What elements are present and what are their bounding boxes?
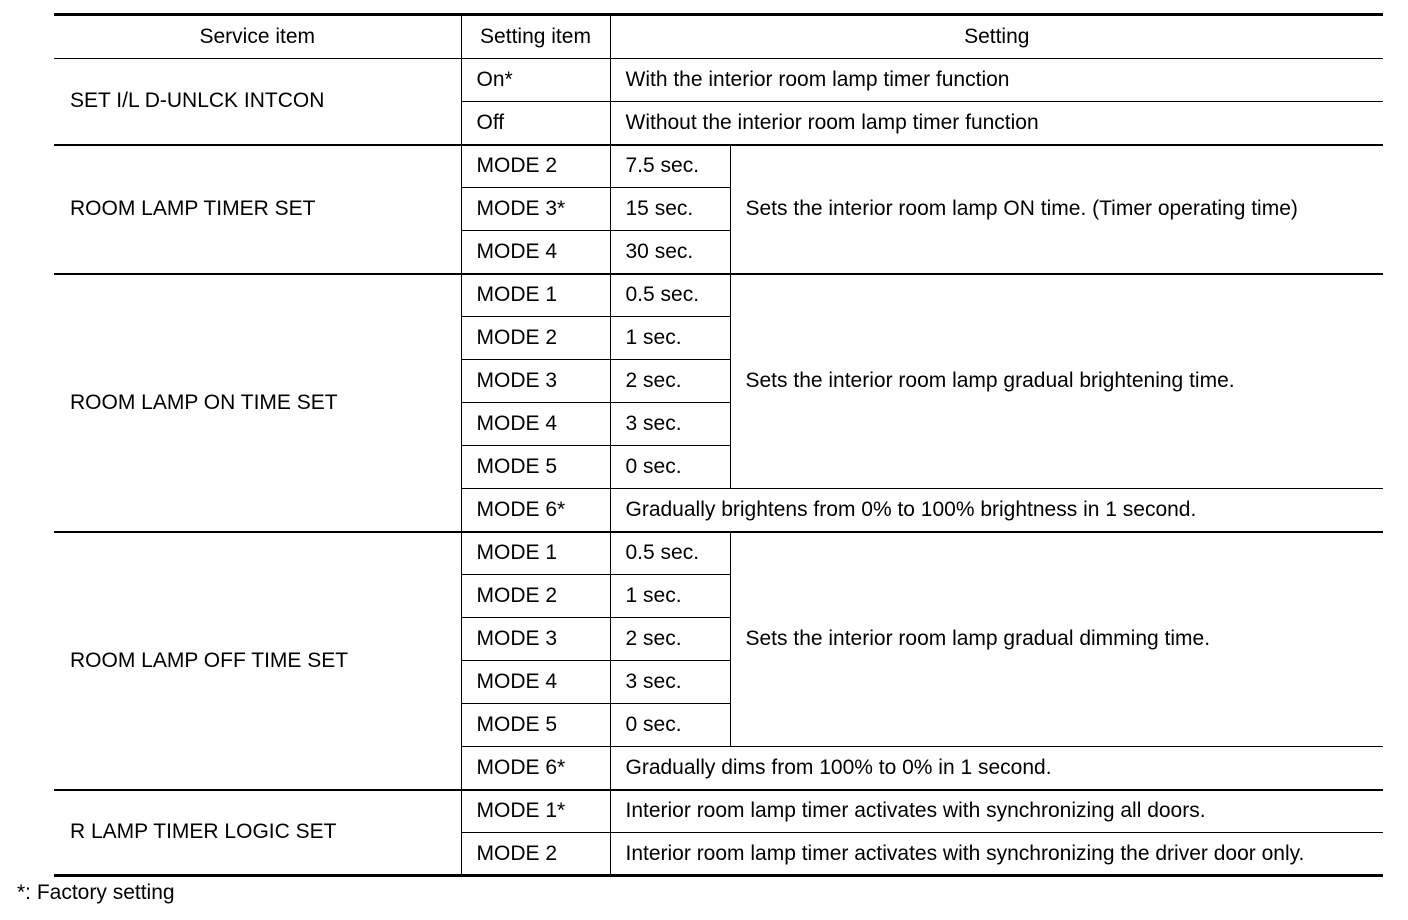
setting-value-cell: 1 sec. (610, 317, 730, 360)
setting-item-cell: MODE 5 (461, 446, 610, 489)
service-item-cell: R LAMP TIMER LOGIC SET (54, 790, 461, 876)
header-setting: Setting (610, 15, 1383, 59)
setting-value-cell: 3 sec. (610, 403, 730, 446)
setting-item-cell: MODE 2 (461, 575, 610, 618)
setting-value-cell: 2 sec. (610, 360, 730, 403)
table-row (54, 59, 1383, 102)
setting-description-cell: Sets the interior room lamp gradual dimming time. (730, 532, 1383, 747)
setting-value-cell: 0 sec. (610, 704, 730, 747)
setting-value-cell: 15 sec. (610, 188, 730, 231)
setting-cell: Interior room lamp timer activates with synchronizing the driver door only. (610, 833, 1383, 876)
table-row (54, 145, 1383, 188)
table-row (54, 790, 1383, 833)
setting-description-cell: Sets the interior room lamp ON time. (Timer operating time) (730, 145, 1383, 274)
setting-item-cell: MODE 4 (461, 231, 610, 274)
setting-cell: Gradually dims from 100% to 0% in 1 second. (610, 747, 1383, 790)
setting-item-cell: MODE 3* (461, 188, 610, 231)
setting-cell: Without the interior room lamp timer function (610, 102, 1383, 145)
header-service-item: Service item (54, 15, 461, 59)
setting-item-cell: MODE 1* (461, 790, 610, 833)
service-item-cell: SET I/L D-UNLCK INTCON (54, 59, 461, 145)
setting-value-cell: 30 sec. (610, 231, 730, 274)
setting-item-cell: Off (461, 102, 610, 145)
table-row (54, 274, 1383, 317)
setting-item-cell: MODE 6* (461, 747, 610, 790)
setting-item-cell: MODE 3 (461, 360, 610, 403)
setting-item-cell: MODE 2 (461, 145, 610, 188)
setting-item-cell: MODE 5 (461, 704, 610, 747)
setting-value-cell: 2 sec. (610, 618, 730, 661)
setting-value-cell: 0.5 sec. (610, 532, 730, 575)
setting-cell: Interior room lamp timer activates with synchronizing all doors. (610, 790, 1383, 833)
service-settings-table (54, 13, 1383, 877)
setting-value-cell: 7.5 sec. (610, 145, 730, 188)
setting-item-cell: MODE 1 (461, 532, 610, 575)
setting-value-cell: 1 sec. (610, 575, 730, 618)
setting-value-cell: 0 sec. (610, 446, 730, 489)
header-setting-item: Setting item (461, 15, 610, 59)
setting-value-cell: 3 sec. (610, 661, 730, 704)
table-header-row (54, 15, 1383, 59)
setting-item-cell: MODE 3 (461, 618, 610, 661)
setting-value-cell: 0.5 sec. (610, 274, 730, 317)
setting-item-cell: MODE 6* (461, 489, 610, 532)
service-item-cell: ROOM LAMP TIMER SET (54, 145, 461, 274)
service-item-cell: ROOM LAMP ON TIME SET (54, 274, 461, 532)
setting-cell: Gradually brightens from 0% to 100% brightness in 1 second. (610, 489, 1383, 532)
setting-item-cell: MODE 2 (461, 833, 610, 876)
setting-item-cell: On* (461, 59, 610, 102)
setting-description-cell: Sets the interior room lamp gradual brightening time. (730, 274, 1383, 489)
footnote-factory-setting: *: Factory setting (17, 881, 175, 904)
setting-item-cell: MODE 1 (461, 274, 610, 317)
setting-item-cell: MODE 2 (461, 317, 610, 360)
setting-item-cell: MODE 4 (461, 661, 610, 704)
setting-item-cell: MODE 4 (461, 403, 610, 446)
service-item-cell: ROOM LAMP OFF TIME SET (54, 532, 461, 790)
setting-cell: With the interior room lamp timer function (610, 59, 1383, 102)
table-row (54, 532, 1383, 575)
